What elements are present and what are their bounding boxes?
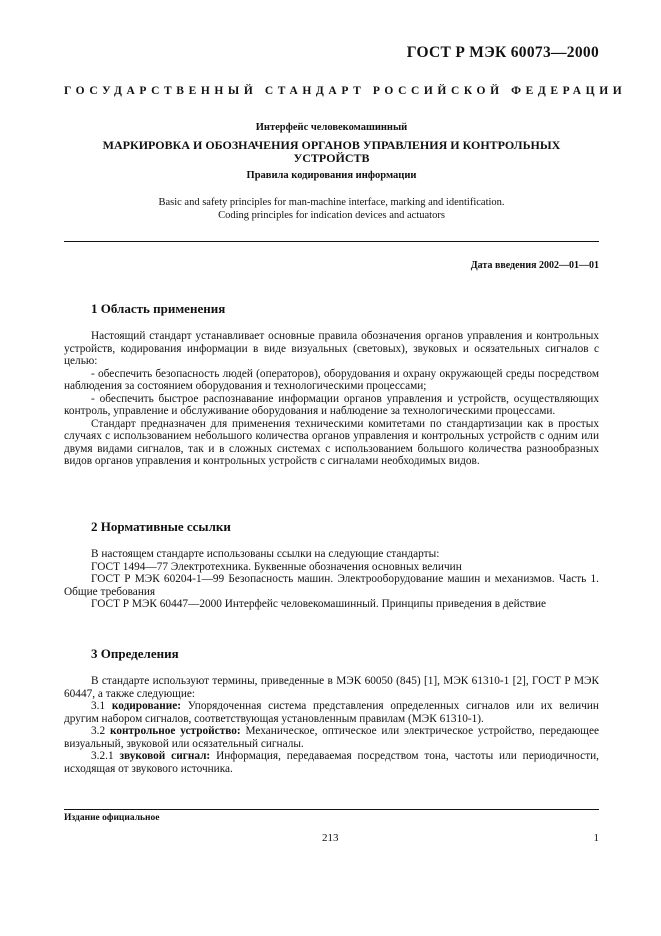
english-title-line-2: Coding principles for indication devices and actuators xyxy=(218,210,445,221)
section-1-body xyxy=(64,330,599,468)
section-1-paragraph: - обеспечить быстрое распознавание информации органов управления и устройств, осуществляющих контроль, управление и обслуживание оборудования и наблюдение за технологическими процессами. xyxy=(64,392,599,417)
definition-term: кодирование: xyxy=(111,700,181,712)
main-title-line-1: МАРКИРОВКА И ОБОЗНАЧЕНИЯ ОРГАНОВ УПРАВЛЕНИЯ И КОНТРОЛЬНЫХ xyxy=(102,138,561,152)
state-standard-title: ГОСУДАРСТВЕННЫЙ СТАНДАРТ РОССИЙСКОЙ ФЕДЕРАЦИИ xyxy=(64,85,627,97)
footer-divider xyxy=(64,809,599,810)
section-2-reference: ГОСТ Р МЭК 60447—2000 Интерфейс человекомашинный. Принципы приведения в действие xyxy=(91,598,547,610)
section-1-paragraph: - обеспечить безопасность людей (операторов), оборудования и охрану окружающей среды посредством наблюдения за состоянием оборудования и технологическими процессами; xyxy=(64,367,599,392)
header-divider xyxy=(64,241,599,242)
section-2-heading: 2 Нормативные ссылки xyxy=(91,519,231,534)
coding-rules-title: Правила кодирования информации xyxy=(246,170,417,181)
introduction-date: Дата введения 2002—01—01 xyxy=(470,260,599,271)
document-code: ГОСТ Р МЭК 60073—2000 xyxy=(406,44,599,61)
section-3-heading: 3 Определения xyxy=(91,646,179,661)
section-2-body xyxy=(64,548,599,611)
section-3-paragraph: В стандарте используют термины, приведенные в МЭК 60050 (845) [1], МЭК 61310-1 [2], ГОСТ Р МЭК 60447, а также следующие: xyxy=(64,675,599,700)
official-edition-label: Издание официальное xyxy=(64,813,160,823)
definition-3-2-1 xyxy=(64,750,599,775)
main-title-line-2: УСТРОЙСТВ xyxy=(293,151,370,165)
section-3-body xyxy=(64,675,599,775)
definition-term: звуковой сигнал: xyxy=(119,750,211,762)
standard-main-title xyxy=(64,139,599,165)
definition-text: Упорядоченная система представления определенных сигналов или их величин другим набором сигналов, соответствующая установленным правилам (МЭК 61310-1). xyxy=(64,700,599,725)
standard-subtitle: Интерфейс человекомашинный xyxy=(255,122,408,133)
english-title-line-1: Basic and safety principles for man-machine interface, marking and identification. xyxy=(158,197,505,208)
definition-number: 3.1 xyxy=(91,700,106,712)
page-number-collection: 213 xyxy=(322,832,339,844)
section-1-paragraph: Стандарт предназначен для применения техническими комитетами по стандартизации как в простых случаях с использованием небольшого количества органов управления и контрольных устройств с одним или двумя видами сигналов, так и в сложных системах с использованием большого количества разнообразных видов органов управления и контрольных устройств с сигналами необходимых видов. xyxy=(64,417,599,467)
page-number: 1 xyxy=(593,832,599,844)
definition-text: Механическое, оптическое или электрическое устройство, передающее визуальный, звуковой или осязательный сигналы. xyxy=(64,725,599,750)
definition-3-2 xyxy=(64,725,599,750)
section-2-reference: ГОСТ Р МЭК 60204-1—99 Безопасность машин. Электрооборудование машин и механизмов. Часть 1. Общие требования xyxy=(64,573,599,598)
section-2-paragraph: В настоящем стандарте использованы ссылки на следующие стандарты: xyxy=(91,548,440,560)
definition-text: Информация, передаваемая посредством тона, частоты или периодичности, исходящая от звукового источника. xyxy=(64,750,599,775)
section-2-reference: ГОСТ 1494—77 Электротехника. Буквенные обозначения основных величин xyxy=(91,560,462,573)
english-title xyxy=(64,196,599,222)
definition-3-1 xyxy=(64,700,599,725)
section-1-paragraph: Настоящий стандарт устанавливает основные правила обозначения органов управления и контрольных устройств, кодирования информации в виде визуальных (световых), звуковых и осязательных сигналов с целью: xyxy=(64,330,599,367)
section-1-heading: 1 Область применения xyxy=(91,301,226,316)
definition-number: 3.2 xyxy=(91,725,106,737)
definition-number: 3.2.1 xyxy=(91,750,114,762)
definition-term: контрольное устройство: xyxy=(109,725,241,737)
